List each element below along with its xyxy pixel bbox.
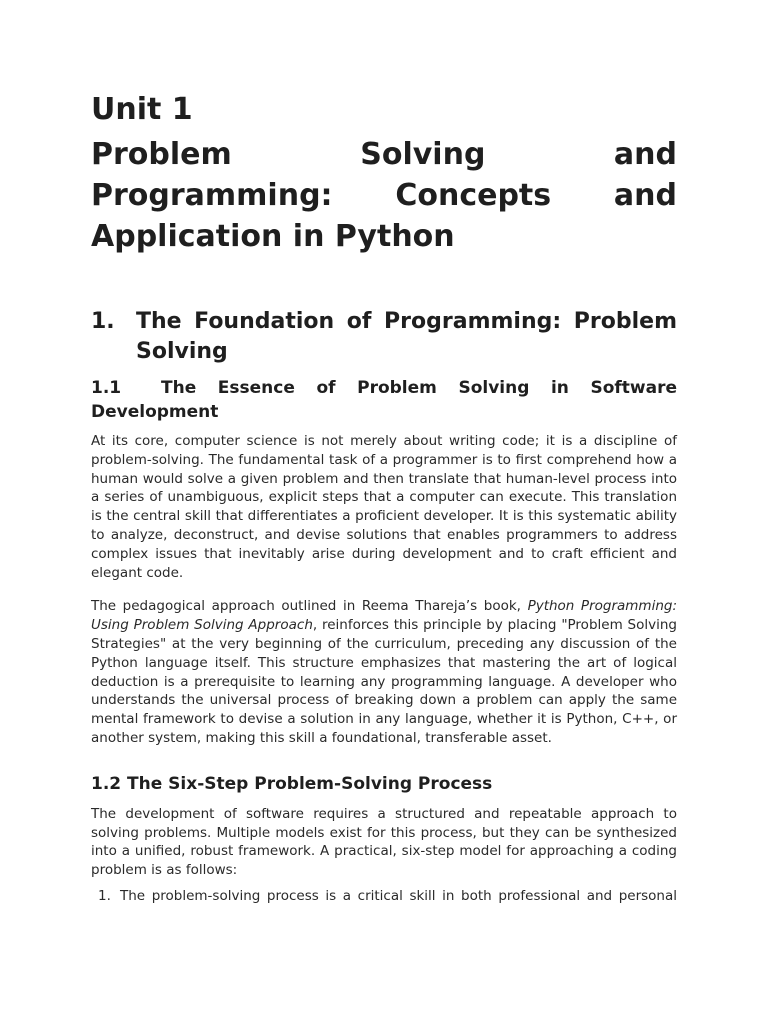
list-item-number: 1. [98,887,111,904]
paragraph-1-1-b-rest: , reinforces this principle by placing "Problem Solving Strategies" at the very beginning of the curriculum, preceding any discussion of the Python language itself. This structure emphasizes that mastering the art of logical deduction is a prerequisite to learning any programming language. A developer who understands the universal process of breaking down a problem can apply the same mental framework to devise a solution in any language, whether it is Python, C++, or another system, making this skill a foundational, transferable asset. [91,617,677,746]
paragraph-1-2-a: The development of software requires a structured and repeatable approach to solving problems. Multiple models exist for this process, but they can be synthesized into a unified, robust framework. A practical, six-step model for approaching a coding problem is as follows: [91,805,677,879]
section-1-heading [91,307,677,367]
list-item-text: The problem-solving process is a critical skill in both professional and personal [120,887,677,904]
paragraph-1-1-a: At its core, computer science is not merely about writing code; it is a discipline of problem-solving. The fundamental task of a programmer is to first comprehend how a human would solve a given problem and then translate that human-level process into a series of unambiguous, explicit steps that a computer can execute. This translation is the central skill that differentiates a proficient developer. It is this systematic ability to analyze, deconstruct, and devise solutions that enables programmers to address complex issues that inevitably arise during development and to craft efficient and elegant code. [91,433,677,581]
document-title: Problem Solving and Programming: Concepts and Application in Python [91,137,677,254]
subsection-1-1-number: 1.1 [91,378,122,398]
book-title: Python Programming: Using Problem Solving Approach [91,598,678,634]
subsection-1-1-title: The Essence of Problem Solving in Software Development [91,378,677,422]
paragraph-1-1-b-lead: The pedagogical approach outlined in Reema Thareja’s book, [91,598,528,615]
section-1-title: The Foundation of Programming: Problem Solving [136,309,677,364]
steps-list [91,887,677,906]
unit-title: Unit 1 [91,92,193,127]
subsection-1-1-heading [91,376,677,424]
list-item [91,887,677,906]
section-1-number: 1. [91,309,115,334]
document-page [91,92,677,906]
subsection-1-2-heading: 1.2 The Six-Step Problem-Solving Process [91,773,493,794]
paragraph-1-1-b [91,597,677,747]
